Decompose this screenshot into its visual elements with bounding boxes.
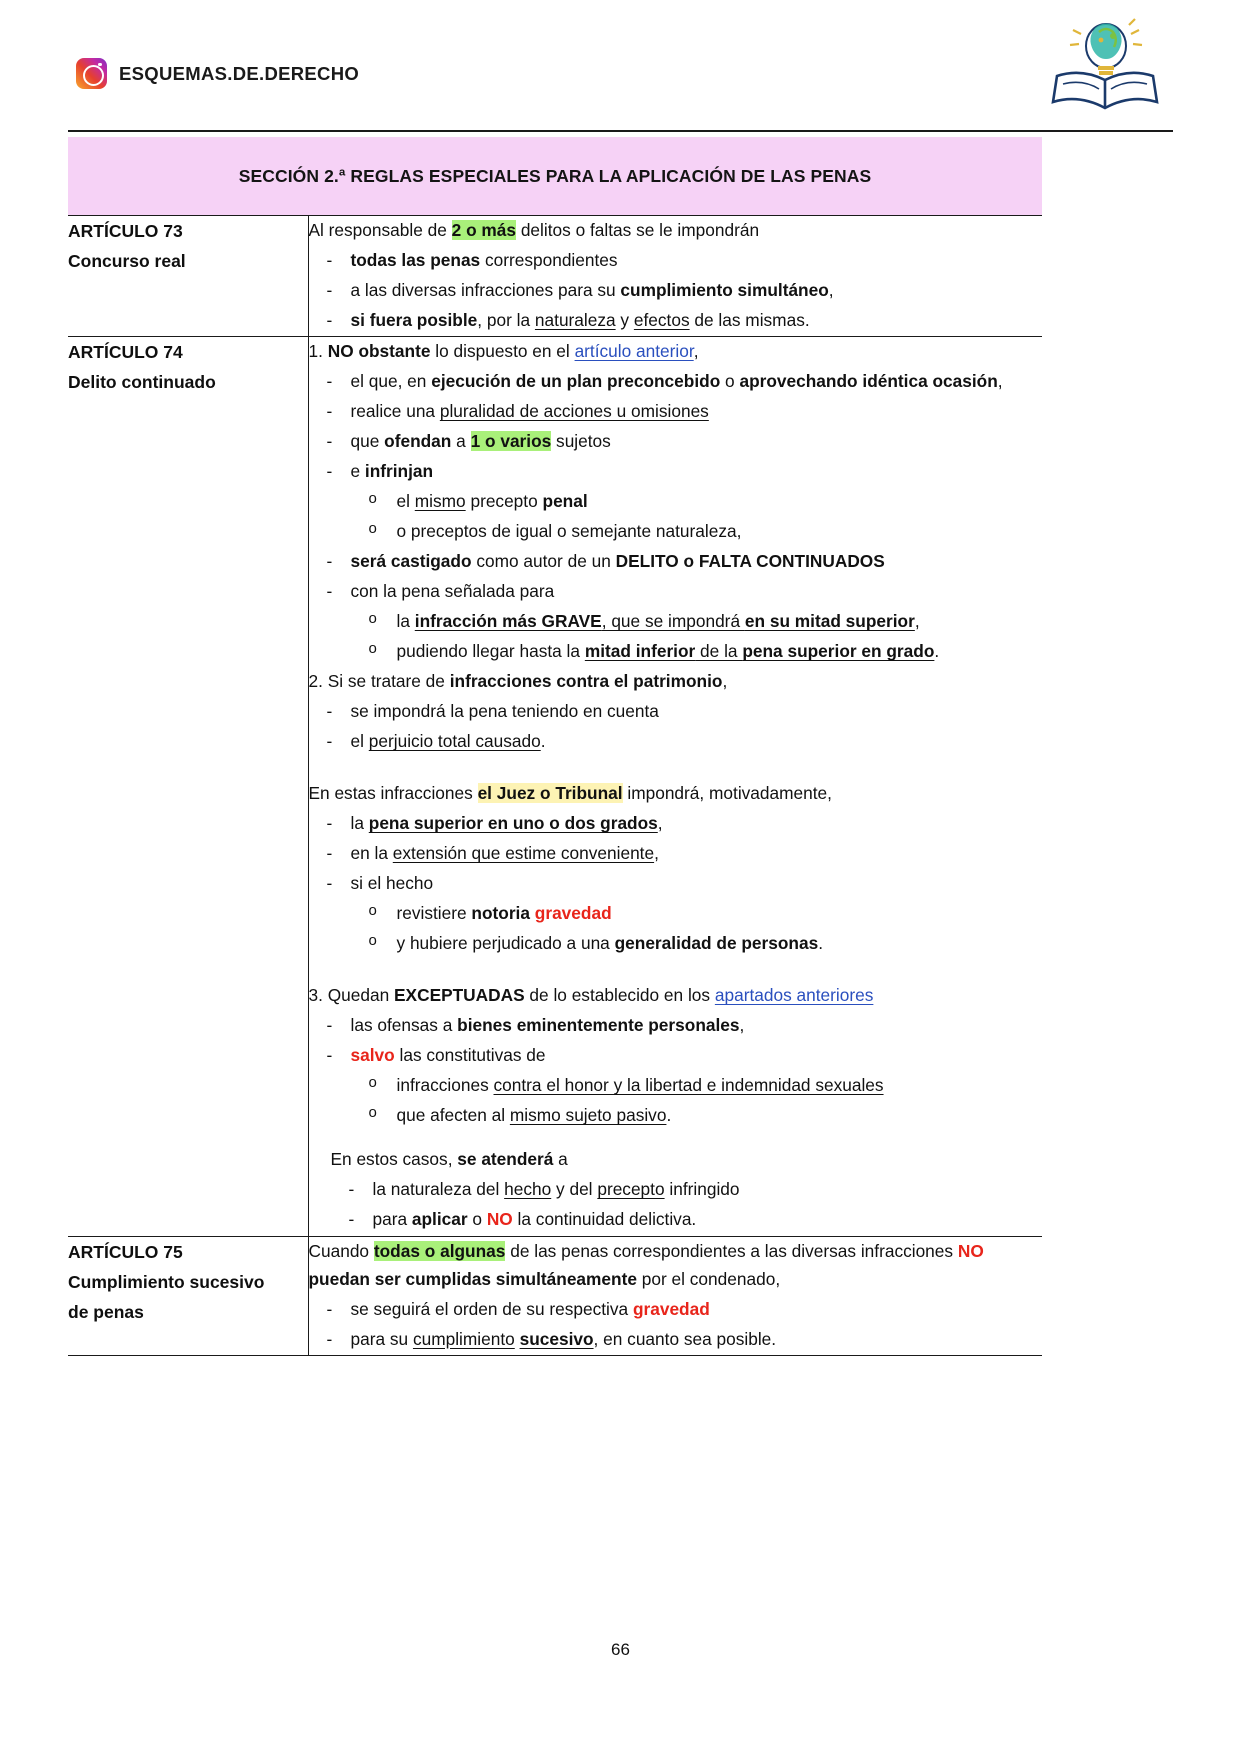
text: la: [396, 611, 415, 632]
text: que: [350, 431, 385, 452]
text: y hubiere perjudicado a una: [396, 933, 615, 954]
text: puedan ser cumplidas simultáneamente: [308, 1268, 637, 1289]
link-articulo-anterior[interactable]: artículo anterior: [574, 341, 694, 362]
text: pudiendo llegar hasta la: [396, 641, 585, 662]
article-74-body-cell: [308, 337, 1042, 1236]
article-74-cases-block: [331, 1145, 1043, 1233]
text: bienes eminentemente personales: [457, 1015, 740, 1036]
list-item: [351, 899, 1043, 927]
text: cumplimiento simultáneo: [620, 280, 829, 301]
table-row: [68, 1236, 1042, 1355]
text: y: [615, 310, 634, 331]
text: , en cuanto sea posible.: [593, 1328, 777, 1349]
list-item: [309, 1011, 1043, 1039]
text: en la: [350, 843, 393, 864]
text: .: [540, 731, 546, 752]
highlight-2-o-mas: 2 o más: [451, 220, 517, 240]
text: ,: [657, 813, 663, 834]
text: y del: [551, 1179, 598, 1200]
article-75-name-line-2: de penas: [68, 1301, 144, 1322]
text: 1.: [308, 341, 328, 362]
list-item: [351, 1101, 1043, 1129]
spacer: [309, 757, 1043, 779]
text: 3.: [308, 985, 328, 1006]
list-item: [309, 276, 1043, 304]
text: extensión que estime conveniente: [392, 843, 655, 864]
text: realice una: [350, 401, 440, 422]
list-item: [331, 1205, 1043, 1233]
article-74-point-3: [309, 981, 1043, 1009]
article-74-sub-list-2: [351, 607, 1043, 665]
text: En estos casos,: [330, 1149, 458, 1170]
article-74-sub-list-1: [351, 487, 1043, 545]
article-74-number: ARTÍCULO 74: [68, 342, 183, 363]
page-footer: [0, 1640, 1241, 1660]
red-gravedad: gravedad: [632, 1298, 710, 1319]
text: de la: [695, 641, 743, 662]
text: EXCEPTUADAS: [394, 985, 525, 1006]
list-item: [351, 487, 1043, 515]
article-75-body-cell: [308, 1236, 1042, 1355]
text: infrinjan: [364, 461, 434, 482]
text: DELITO o FALTA CONTINUADOS: [615, 551, 885, 572]
text: efectos: [633, 310, 690, 331]
text: infracciones: [396, 1075, 494, 1096]
list-item: [309, 839, 1043, 867]
text: ,: [997, 371, 1003, 392]
text: Cuando: [308, 1240, 374, 1261]
text: NO obstante: [327, 341, 431, 362]
article-73-body-cell: [308, 216, 1042, 337]
text: para: [372, 1209, 412, 1230]
list-item: [309, 577, 1043, 665]
text: aprovechando idéntica ocasión: [739, 371, 998, 392]
text: 2.: [308, 671, 328, 692]
page-header: [0, 0, 1241, 130]
text: sujetos: [551, 431, 611, 452]
text: hecho: [504, 1179, 552, 1200]
link-apartados-anteriores[interactable]: apartados anteriores: [714, 985, 874, 1006]
list-item: [309, 427, 1043, 455]
text: de lo establecido en los: [524, 985, 715, 1006]
text: si fuera posible: [350, 310, 478, 331]
text: notoria: [471, 903, 535, 924]
text: perjuicio total causado: [368, 731, 541, 752]
instagram-icon: [76, 58, 107, 89]
text: el: [350, 731, 369, 752]
list-item: [351, 637, 1043, 665]
text: ,: [654, 843, 659, 864]
text: precepto: [465, 491, 543, 512]
header-divider: [68, 130, 1173, 132]
page-number: 66: [611, 1640, 630, 1659]
spacer: [309, 959, 1043, 981]
article-74-point-3-sub-list: [351, 1071, 1043, 1129]
book-lightbulb-logo: [1051, 16, 1161, 111]
article-74-cases-list: [331, 1175, 1043, 1233]
text: en su mitad superior: [744, 611, 915, 632]
text: e: [350, 461, 365, 482]
articles-table: [68, 215, 1042, 1356]
highlight-todas-o-algunas: todas o algunas: [373, 1240, 506, 1261]
list-item: [309, 367, 1043, 395]
text: mitad inferior: [584, 641, 696, 662]
text: la continuidad delictiva.: [512, 1209, 697, 1230]
list-item: [309, 457, 1043, 545]
article-75-list: [309, 1295, 1043, 1353]
text: las constitutivas de: [394, 1045, 546, 1066]
text: sucesivo: [519, 1328, 594, 1349]
text: En estas infracciones: [308, 783, 478, 804]
highlight-1-o-varios: 1 o varios: [470, 431, 552, 452]
text: , por la: [477, 310, 535, 331]
text: se seguirá el orden de su respectiva: [350, 1298, 633, 1319]
text: ,: [693, 341, 699, 362]
list-item: [331, 1175, 1043, 1203]
text: para su: [350, 1328, 413, 1349]
text: el que, en: [350, 371, 432, 392]
article-73-number: ARTÍCULO 73: [68, 221, 183, 241]
article-73-heading-cell: [68, 216, 308, 337]
list-item: [309, 547, 1043, 575]
article-75-intro: [309, 1237, 1043, 1293]
table-row: [68, 337, 1042, 1236]
text: Quedan: [327, 985, 395, 1006]
text: ejecución de un plan preconcebido: [431, 371, 721, 392]
article-75-heading-cell: [68, 1236, 308, 1355]
red-gravedad: gravedad: [534, 903, 612, 924]
text: infracciones contra el patrimonio: [449, 671, 723, 692]
article-74-point-2-list: [309, 697, 1043, 755]
text: pluralidad de acciones u omisiones: [439, 401, 709, 422]
text: ,: [722, 671, 728, 692]
text: aplicar: [411, 1209, 468, 1230]
list-item: [309, 246, 1043, 274]
article-74-judge-paragraph: [309, 779, 1043, 807]
text: a: [451, 431, 471, 452]
section-title-bar: [68, 137, 1042, 215]
article-74-cases-paragraph: [331, 1145, 1043, 1173]
highlight-juez-tribunal: el Juez o Tribunal: [477, 783, 623, 804]
article-74-point-1-list: [309, 367, 1043, 665]
list-item: [351, 1071, 1043, 1099]
text: naturaleza: [534, 310, 616, 331]
text: todas las penas: [350, 250, 481, 271]
text: infringido: [664, 1179, 740, 1200]
text: correspondientes: [480, 250, 618, 271]
text: revistiere: [396, 903, 472, 924]
text: la naturaleza del: [372, 1179, 505, 1200]
brand-text: ESQUEMAS.DE.DERECHO: [119, 62, 360, 84]
section-title: SECCIÓN 2.ª REGLAS ESPECIALES PARA LA APLICACIÓN DE LAS PENAS: [238, 165, 872, 186]
text: lo dispuesto en el: [430, 341, 575, 362]
table-row: [68, 216, 1042, 337]
brand: [76, 58, 359, 89]
article-74-point-2: [309, 667, 1043, 695]
article-74-judge-list: [309, 809, 1043, 957]
text: impondrá, motivadamente,: [622, 783, 832, 804]
text: penal: [542, 491, 588, 512]
article-74-point-3-list: [309, 1011, 1043, 1129]
text: .: [666, 1105, 672, 1126]
text: o: [467, 1209, 487, 1230]
text: si el hecho: [350, 873, 434, 894]
text: precepto: [597, 1179, 665, 1200]
text: como autor de un: [471, 551, 616, 572]
article-75-name-line-1: Cumplimiento sucesivo: [68, 1271, 265, 1292]
list-item: [309, 727, 1043, 755]
text: , que se impondrá: [601, 611, 745, 632]
text: pena superior en grado: [742, 641, 935, 662]
text: las ofensas a: [350, 1015, 458, 1036]
text: mismo: [414, 491, 466, 512]
text: Al responsable de: [308, 220, 452, 240]
list-item: [309, 1041, 1043, 1129]
text: de las penas correspondientes a las diversas infracciones: [505, 1240, 958, 1261]
article-74-heading-cell: [68, 337, 308, 1236]
article-73-name: Concurso real: [68, 251, 186, 272]
spacer: [309, 1131, 1043, 1145]
text: la: [350, 813, 369, 834]
article-73-intro: [309, 216, 1043, 244]
text: a: [553, 1149, 568, 1170]
article-73-list: [309, 246, 1043, 334]
list-item: [309, 809, 1043, 837]
text: será castigado: [350, 551, 472, 572]
list-item: [351, 607, 1043, 635]
list-item: [309, 397, 1043, 425]
text: que afecten al: [396, 1105, 510, 1126]
text: el: [396, 491, 415, 512]
article-75-number: ARTÍCULO 75: [68, 1241, 183, 1262]
red-no: NO: [486, 1209, 513, 1230]
text: .: [934, 641, 940, 662]
list-item: [309, 306, 1043, 334]
list-item: [309, 1325, 1043, 1353]
text: ,: [914, 611, 920, 632]
list-item: [309, 869, 1043, 957]
text: de las mismas.: [689, 310, 810, 331]
text: generalidad de personas: [614, 933, 819, 954]
text: con la pena señalada para: [350, 581, 555, 602]
text: infracción más GRAVE: [414, 611, 602, 632]
text: ,: [828, 280, 834, 301]
red-no: NO: [957, 1240, 984, 1261]
article-74-name: Delito continuado: [68, 372, 216, 393]
text: ofendan: [384, 431, 452, 452]
text: pena superior en uno o dos grados: [368, 813, 658, 834]
list-item: [309, 1295, 1043, 1323]
text: cumplimiento: [412, 1328, 515, 1349]
text: mismo sujeto pasivo: [509, 1105, 667, 1126]
text: contra el honor y la libertad e indemnidad sexuales: [493, 1075, 884, 1096]
list-item: o o preceptos de igual o semejante naturaleza,: [351, 517, 1043, 545]
text: por el condenado,: [636, 1268, 781, 1289]
red-salvo: salvo: [350, 1045, 395, 1066]
text: delitos o faltas se le impondrán: [516, 220, 760, 240]
list-item: - se impondrá la pena teniendo en cuenta: [309, 697, 1043, 725]
text: o: [720, 371, 740, 392]
text: a las diversas infracciones para su: [350, 280, 621, 301]
text: ,: [739, 1015, 745, 1036]
article-74-judge-sub-list: [351, 899, 1043, 957]
text: se atenderá: [457, 1149, 554, 1170]
list-item: [351, 929, 1043, 957]
text: .: [818, 933, 824, 954]
text: Si se tratare de: [327, 671, 450, 692]
article-74-point-1: [309, 337, 1043, 365]
